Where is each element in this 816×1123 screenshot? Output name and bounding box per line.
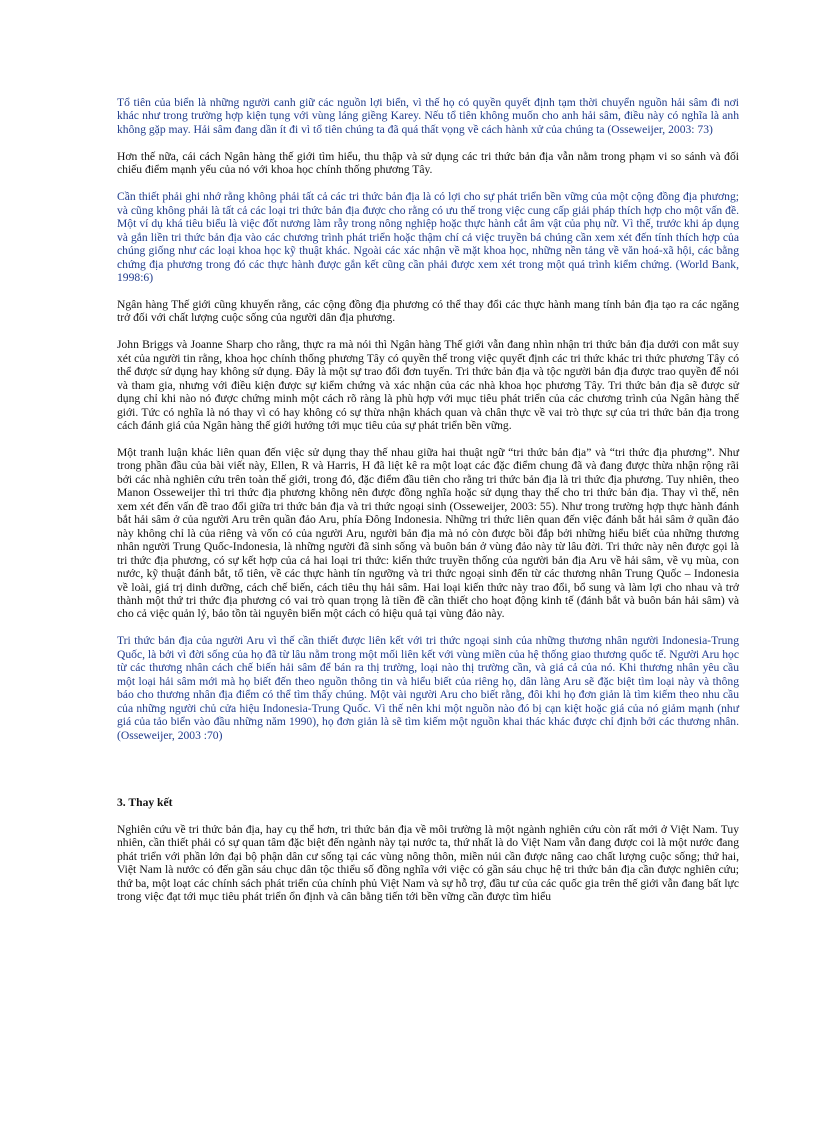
paragraph-world-bank-encourages: Ngân hàng Thế giới cũng khuyến rằng, các cộng đồng địa phương có thể thay đổi các thực hành mang tính bản địa tạo ra các ngăng trở đối với chất lượng cuộc sống của người dân địa phương.: [117, 297, 739, 325]
quote-paragraph-aru: Tri thức bản địa của người Aru vì thế cần thiết được liên kết với tri thức ngoại sinh của những thương nhân người Indonesia-Trung Quốc, là bởi vì đời sống của họ đã từ lâu nằm trong một mối liên kết với vùng miền của hệ thống giao thương quốc tế. Người Aru học từ các thương nhân cách chế biến hải sâm để bán ra thị trường, loại nào thị trường cần, và giá cả của nó. Khi thương nhân yêu cầu một loại hải sâm mới mà họ biết đến theo nguồn thông tin và hiểu biết của riêng họ, dân làng Aru sẽ đặc biệt tìm loại này và thông báo cho thương nhân địa điểm có thể tìm thấy chúng. Một vài người Aru cho biết rằng, đôi khi họ đơn giản là tìm kiếm theo nhu cầu của những người chủ cửa hiệu Indonesia-Trung Quốc. Vì thế nên khi một nguồn nào đó bị cạn kiệt hoặc giá của nó giảm mạnh (như giá của tảo biển vào đầu những năm 1990), họ đơn giản là sẽ tìm kiếm một nguồn khai thác khác được chỉ định bởi các thương nhân. (Osseweijer, 2003 :70): [117, 634, 739, 742]
paragraph-world-bank-comparison: Hơn thế nữa, cái cách Ngân hàng thế giới tìm hiểu, thu thập và sử dụng các tri thức bản địa vẫn nằm trong phạm vi so sánh và đối chiếu điểm mạnh yếu của nó với khoa học chính thống phương Tây.: [117, 149, 739, 177]
paragraph-conclusion: Nghiên cứu về tri thức bản địa, hay cụ thể hơn, tri thức bản địa về môi trường là một ngành nghiên cứu còn rất mới ở Việt Nam. Tuy nhiên, cần thiết phải có sự quan tâm đặc biệt đến ngành này tại nước ta, thứ nhất là do Việt Nam vẫn đang được coi là một nước đang phát triển với phần lớn đại bộ phận dân cư sống tại các vùng nông thôn, miền núi cần được nâng cao chất lượng cuộc sống; thứ hai, Việt Nam là nước có đến gần sáu chục dân tộc thiểu số đồng nghĩa với việc có gần sáu chục hệ tri thức bản địa cần được nghiên cứu; thứ ba, một loạt các chính sách phát triển của chính phủ Việt Nam và sự hỗ trợ, đầu tư của các quốc gia trên thế giới vẫn đang bất lực trong việc đạt tới mục tiêu phát triển ổn định và cân bằng tiến tới bền vững cần được tìm hiểu: [117, 822, 739, 904]
quote-paragraph-ancestors: Tổ tiên của biển là những người canh giữ các nguồn lợi biển, vì thế họ có quyền quyết định tạm thời chuyển nguồn hải sâm đi nơi khác như trong trường hợp kiện tụng với vùng láng giềng Karey. Nếu tổ tiên không muốn cho anh hải sâm, điều này có nghĩa là anh không gặp may. Hải sâm đang dần ít đi vì tổ tiên chúng ta đã quá thất vọng về cách hành xử của chúng ta (Osseweijer, 2003: 73): [117, 96, 739, 136]
paragraph-terminology-debate: Một tranh luận khác liên quan đến việc sử dụng thay thế nhau giữa hai thuật ngữ “tri thức bản địa” và “tri thức địa phương”. Như trong phần đầu của bài viết này, Ellen, R và Harris, H đã liệt kê ra một loạt các đặc điểm chung đã và đang được thừa nhận rộng rãi bởi các nhà nghiên cứu trên toàn thế giới, trong đó, đặc điểm đầu tiên cho rằng tri thức bản địa là tri thức địa phương. Tuy nhiên, theo Manon Osseweijer thì tri thức địa phương không nên được đồng nghĩa hoặc sử dụng thay thế cho tri thức bản địa. Thay vì thế, nên xem xét đến vấn đề trao đổi giữa tri thức bản địa và tri thức ngoại sinh (Osseweijer, 2003: 55). Như trong trường hợp thực hành đánh bắt hải sâm ở của người Aru trên quần đảo Aru, phía Đông Indonesia. Những tri thức liên quan đến việc đánh bắt hải sâm ở quần đảo này không chỉ là của riêng và vốn có của người Aru, người bản địa mà nó còn được bồi đắp bởi những hiểu biết của những thương nhân người Trung Quốc-Indonesia, là những người đã sinh sống và buôn bán ở vùng đảo này từ lâu đời. Tri thức này nên được gọi là tri thức địa phương, có sự kết hợp của cả hai loại tri thức: kiến thức truyền thống của người bản địa Aru về hải sâm, về vụ mùa, con nước, kỹ thuật đánh bắt, tổ tiên, về các thực hành tín ngưỡng và tri thức ngoại sinh đến từ các thương nhân Trung Quốc – Indonesia về loài, giá trị dinh dưỡng, cách chế biến, cách tiêu thụ hải sâm. Hai loại kiến thức này trao đổi, bổ sung và làm lợi cho nhau và trở thành một thứ tri thức địa phương có vai trò quan trọng là tiền đề cần thiết cho hoạt động kinh tế (đánh bắt và buôn bán hải sâm) và cho cả việc quản lý, bảo tồn tài nguyên biển một cách có hiệu quả tại vùng đảo này.: [117, 446, 739, 621]
document-page: [117, 96, 739, 904]
quote-paragraph-world-bank: Cần thiết phải ghi nhớ rằng không phải tất cả các tri thức bản địa là có lợi cho sự phát triển bền vững của một cộng đồng địa phương; và cũng không phải là tất cả các loại tri thức bản địa được cho rằng có ưu thế trong việc cung cấp giải pháp thích hợp cho một vấn đề. Một ví dụ khá tiêu biểu là việc đốt nương làm rẫy trong nông nghiệp hoặc thực hành cắt âm vật của phụ nữ. Vì thế, trước khi áp dụng và gắn liền tri thức bản địa vào các chương trình phát triển hoặc thậm chí cả việc truyền bá chúng cần xem xét đến tính thích hợp của chúng giống như các loại khoa học kỹ thuật khác. Ngoài các xác nhận về mặt khoa học, những nền tảng về văn hoá-xã hội, các bằng chứng địa phương trong đó các thực hành được gắn kết cũng cần phải được xem xét trong một quá trình kiểm chứng. (World Bank, 1998:6): [117, 190, 739, 284]
section-heading: 3. Thay kết: [117, 796, 173, 810]
paragraph-briggs-sharp: John Briggs và Joanne Sharp cho rằng, thực ra mà nói thì Ngân hàng Thế giới vẫn đang nhìn nhận tri thức bản địa dưới con mắt suy xét của người tin rằng, khoa học chính thống phương Tây có quyền thế trong việc quyết định các tri thức khác tri thức phương Tây có thể được sử dụng hay không sử dụng. Đây là một sự trao đổi đơn tuyến. Tri thức bản địa và tộc người bản địa được trao quyền để nói và tham gia, nhưng với điều kiện được sự kiểm chứng và xác nhận của các nhà khoa học phương Tây. Tri thức bản địa sẽ được sử dụng chỉ khi nào nó được chứng minh một cách rõ ràng là phù hợp với mục tiêu phát triển của các chương trình của Ngân hàng thế giới. Tức có nghĩa là nó thay vì có hay không có sự thừa nhận khách quan và chân thực về vai trò thực sự của tri thức bản địa trong cách đánh giá của Ngân hàng thế giới hướng tới mục tiêu của sự phát triển bền vững.: [117, 338, 739, 433]
